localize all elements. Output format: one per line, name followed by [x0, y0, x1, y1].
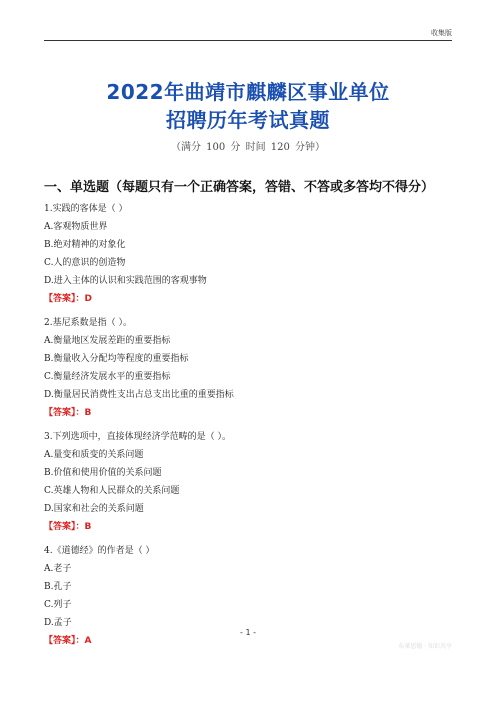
option: D.进入主体的认识和实践范围的客观事物 — [44, 276, 207, 286]
option: C.人的意识的创造物 — [44, 258, 126, 268]
answer-label: 【答案】： — [44, 636, 85, 646]
question-stem: 3.下列选项中，直接体现经济学范畴的是（ ）。 — [44, 432, 231, 442]
exam-info: （满分 100 分 时间 120 分钟） — [170, 142, 326, 153]
option: D.衡量居民消费性支出占总支出比重的重要指标 — [44, 390, 234, 400]
option: C.英雄人物和人民群众的关系问题 — [44, 486, 180, 496]
watermark-text: 布莱恩德 · 知识共享 — [398, 643, 452, 650]
question-item — [44, 428, 454, 536]
option: B.衡量收入分配均等程度的重要指标 — [44, 354, 189, 364]
question-item — [44, 200, 454, 308]
page-number: - 1 - — [240, 628, 256, 637]
header-label: 收集版 — [431, 29, 452, 37]
answer-line — [44, 404, 454, 422]
answer-label: 【答案】： — [44, 408, 85, 418]
option: C.衡量经济发展水平的重要指标 — [44, 372, 171, 382]
option: A.老子 — [44, 564, 72, 574]
option: B.孔子 — [44, 582, 72, 592]
option: A.客观物质世界 — [44, 222, 108, 232]
answer-value: B — [84, 408, 92, 418]
answer-label: 【答案】： — [44, 294, 85, 304]
option: B.价值和使用价值的关系问题 — [44, 468, 162, 478]
question-stem: 2.基尼系数是指（ ）。 — [44, 318, 132, 328]
document-title-line-2: 招聘历年考试真题 — [166, 108, 330, 132]
option: B.绝对精神的对象化 — [44, 240, 126, 250]
answer-value: A — [84, 636, 92, 646]
answer-line — [44, 518, 454, 536]
answer-value: D — [84, 294, 92, 304]
question-item — [44, 314, 454, 422]
option: D.孟子 — [44, 618, 72, 628]
question-stem: 1.实践的客体是（ ） — [44, 204, 128, 214]
question-stem: 4.《道德经》的作者是（ ） — [44, 546, 155, 556]
section-heading: 一、单选题（每题只有一个正确答案，答错、不答或多答均不得分） — [44, 180, 435, 195]
answer-value: B — [84, 522, 92, 532]
answer-label: 【答案】： — [44, 522, 85, 532]
answer-line — [44, 290, 454, 308]
question-list — [44, 200, 454, 656]
option: A.量变和质变的关系问题 — [44, 450, 144, 460]
option: C.列子 — [44, 600, 72, 610]
option: A.衡量地区发展差距的重要指标 — [44, 336, 171, 346]
option: D.国家和社会的关系问题 — [44, 504, 144, 514]
document-title-line-1: 2022年曲靖市麒麟区事业单位 — [106, 80, 390, 104]
header-divider — [44, 40, 452, 41]
